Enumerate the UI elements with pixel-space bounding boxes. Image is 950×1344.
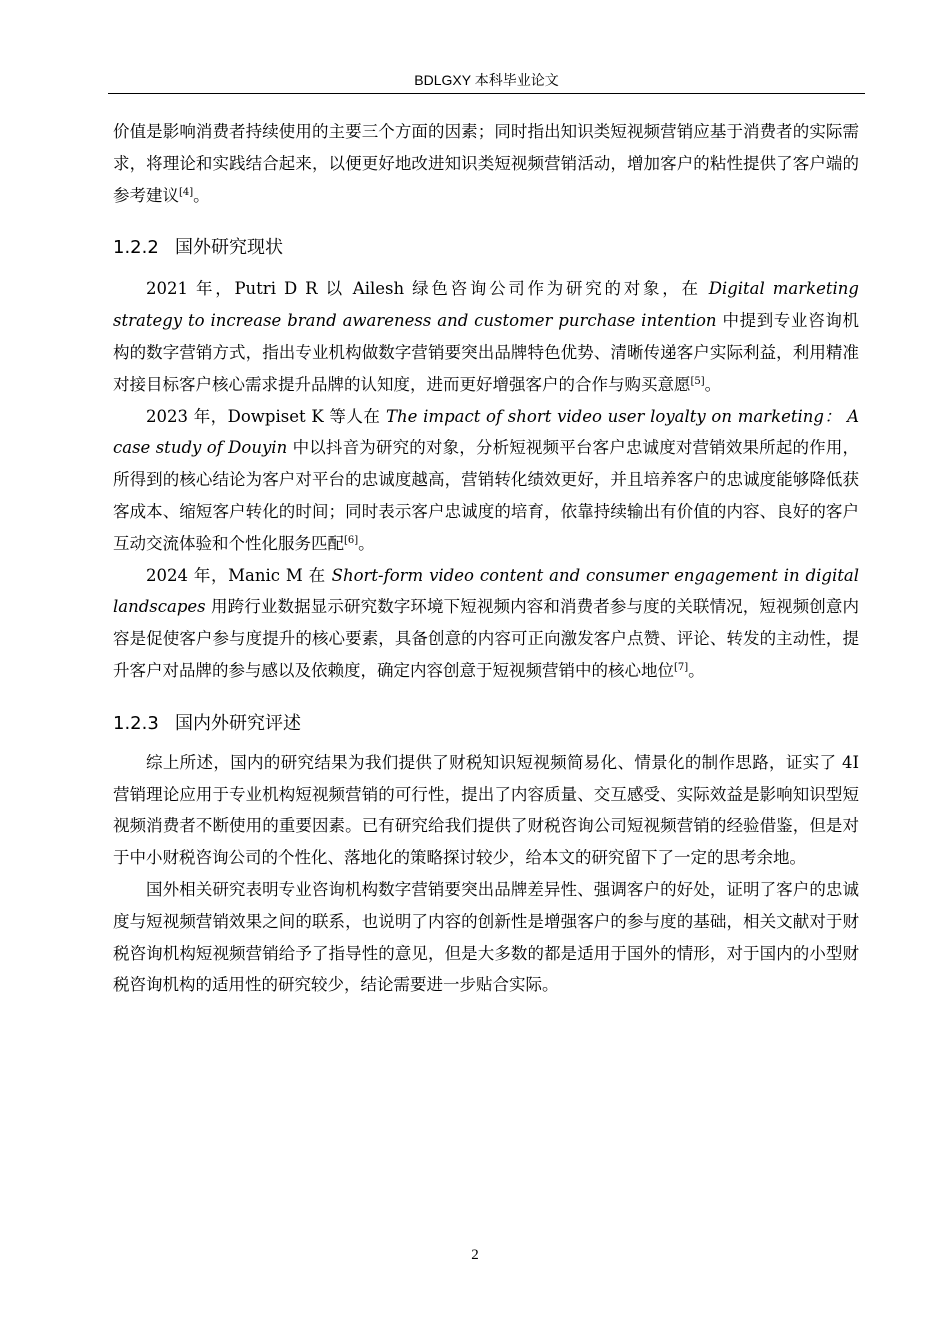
citation-ref[interactable]: [4] (179, 186, 194, 198)
section-title: 国内外研究评述 (175, 712, 301, 734)
citation-ref[interactable]: [6] (344, 534, 359, 546)
cited-title: Digital marketing strategy to increase brand awareness and customer purchase intention (113, 279, 859, 331)
citation-ref[interactable]: [7] (674, 661, 689, 673)
page-header: BDLGXY 本科毕业论文 (414, 72, 559, 88)
paragraph: 2023 年，Dowpiset K 等人在 The impact of short video user loyalty on marketing： A case study of Douyin 中以抖音为研究的对象，分析短视频平台客户忠诚度对营销效果所起的作用，所得到的核心结论为客户对平台的忠诚度越高，营销转化绩效更好，并且培养客户的忠诚度能够降低获客成本、缩短客户转化的时间；同时表示客户忠诚度的培育，依靠持续输出有价值的内容、良好的客户互动交流体验和个性化服务匹配[6]。 (113, 406, 859, 553)
paragraph: 国外相关研究表明专业咨询机构数字营销要突出品牌差异性、强调客户的好处，证明了客户的忠诚度与短视频营销效果之间的联系，也说明了内容的创新性是增强客户的参与度的基础，相关文献对于财税咨询机构短视频营销给予了指导性的意见，但是大多数的都是适用于国外的情形，对于国内的小型财税咨询机构的适用性的研究较少，结论需要进一步贴合实际。 (113, 879, 859, 995)
page-content (113, 116, 859, 1001)
citation-ref[interactable]: [5] (690, 375, 705, 387)
paragraph: 2021 年，Putri D R 以 Ailesh 绿色咨询公司作为研究的对象，在 Digital marketing strategy to increase brand awareness and customer purchase intention 中提到专业咨询机构的数字营销方式，指出专业机构做数字营销要突出品牌特色优势、清晰传递客户实际利益，利用精准对接目标客户核心需求提升品牌的认知度，进而更好增强客户的合作与购买意愿[5]。 (113, 279, 859, 394)
header-rule (108, 93, 865, 94)
section-number: 1.2.3 (113, 712, 159, 734)
paragraph-continued: 价值是影响消费者持续使用的主要三个方面的因素；同时指出知识类短视频营销应基于消费者的实际需求，将理论和实践结合起来，以便更好地改进知识类短视频营销活动，增加客户的粘性提供了客户端的参考建议[4]。 (113, 122, 859, 205)
cited-title: The impact of short video user loyalty on marketing： A case study of Douyin (113, 406, 859, 458)
cited-title: Short-form video content and consumer engagement in digital landscapes (113, 565, 859, 617)
section-title: 国外研究现状 (175, 237, 283, 259)
paragraph: 2024 年，Manic M 在 Short-form video content and consumer engagement in digital landscapes 用跨行业数据显示研究数字环境下短视频内容和消费者参与度的关联情况，短视频创意内容是促使客户参与度提升的核心要素，具备创意的内容可正向激发客户点赞、评论、转发的主动性，提升客户对品牌的参与感以及依赖度，确定内容创意于短视频营销中的核心地位[7]。 (113, 565, 859, 680)
paragraph: 综上所述，国内的研究结果为我们提供了财税知识短视频简易化、情景化的制作思路，证实了 4I 营销理论应用于专业机构短视频营销的可行性，提出了内容质量、交互感受、实际效益是影响知识型短视频消费者不断使用的重要因素。已有研究给我们提供了财税咨询公司短视频营销的经验借鉴，但是对于中小财税咨询公司的个性化、落地化的策略探讨较少，给本文的研究留下了一定的思考余地。 (113, 752, 859, 868)
page-number: 2 (471, 1247, 479, 1263)
section-number: 1.2.2 (113, 237, 159, 259)
section-heading-1-2-3 (113, 709, 859, 735)
section-heading-1-2-2 (113, 233, 859, 259)
